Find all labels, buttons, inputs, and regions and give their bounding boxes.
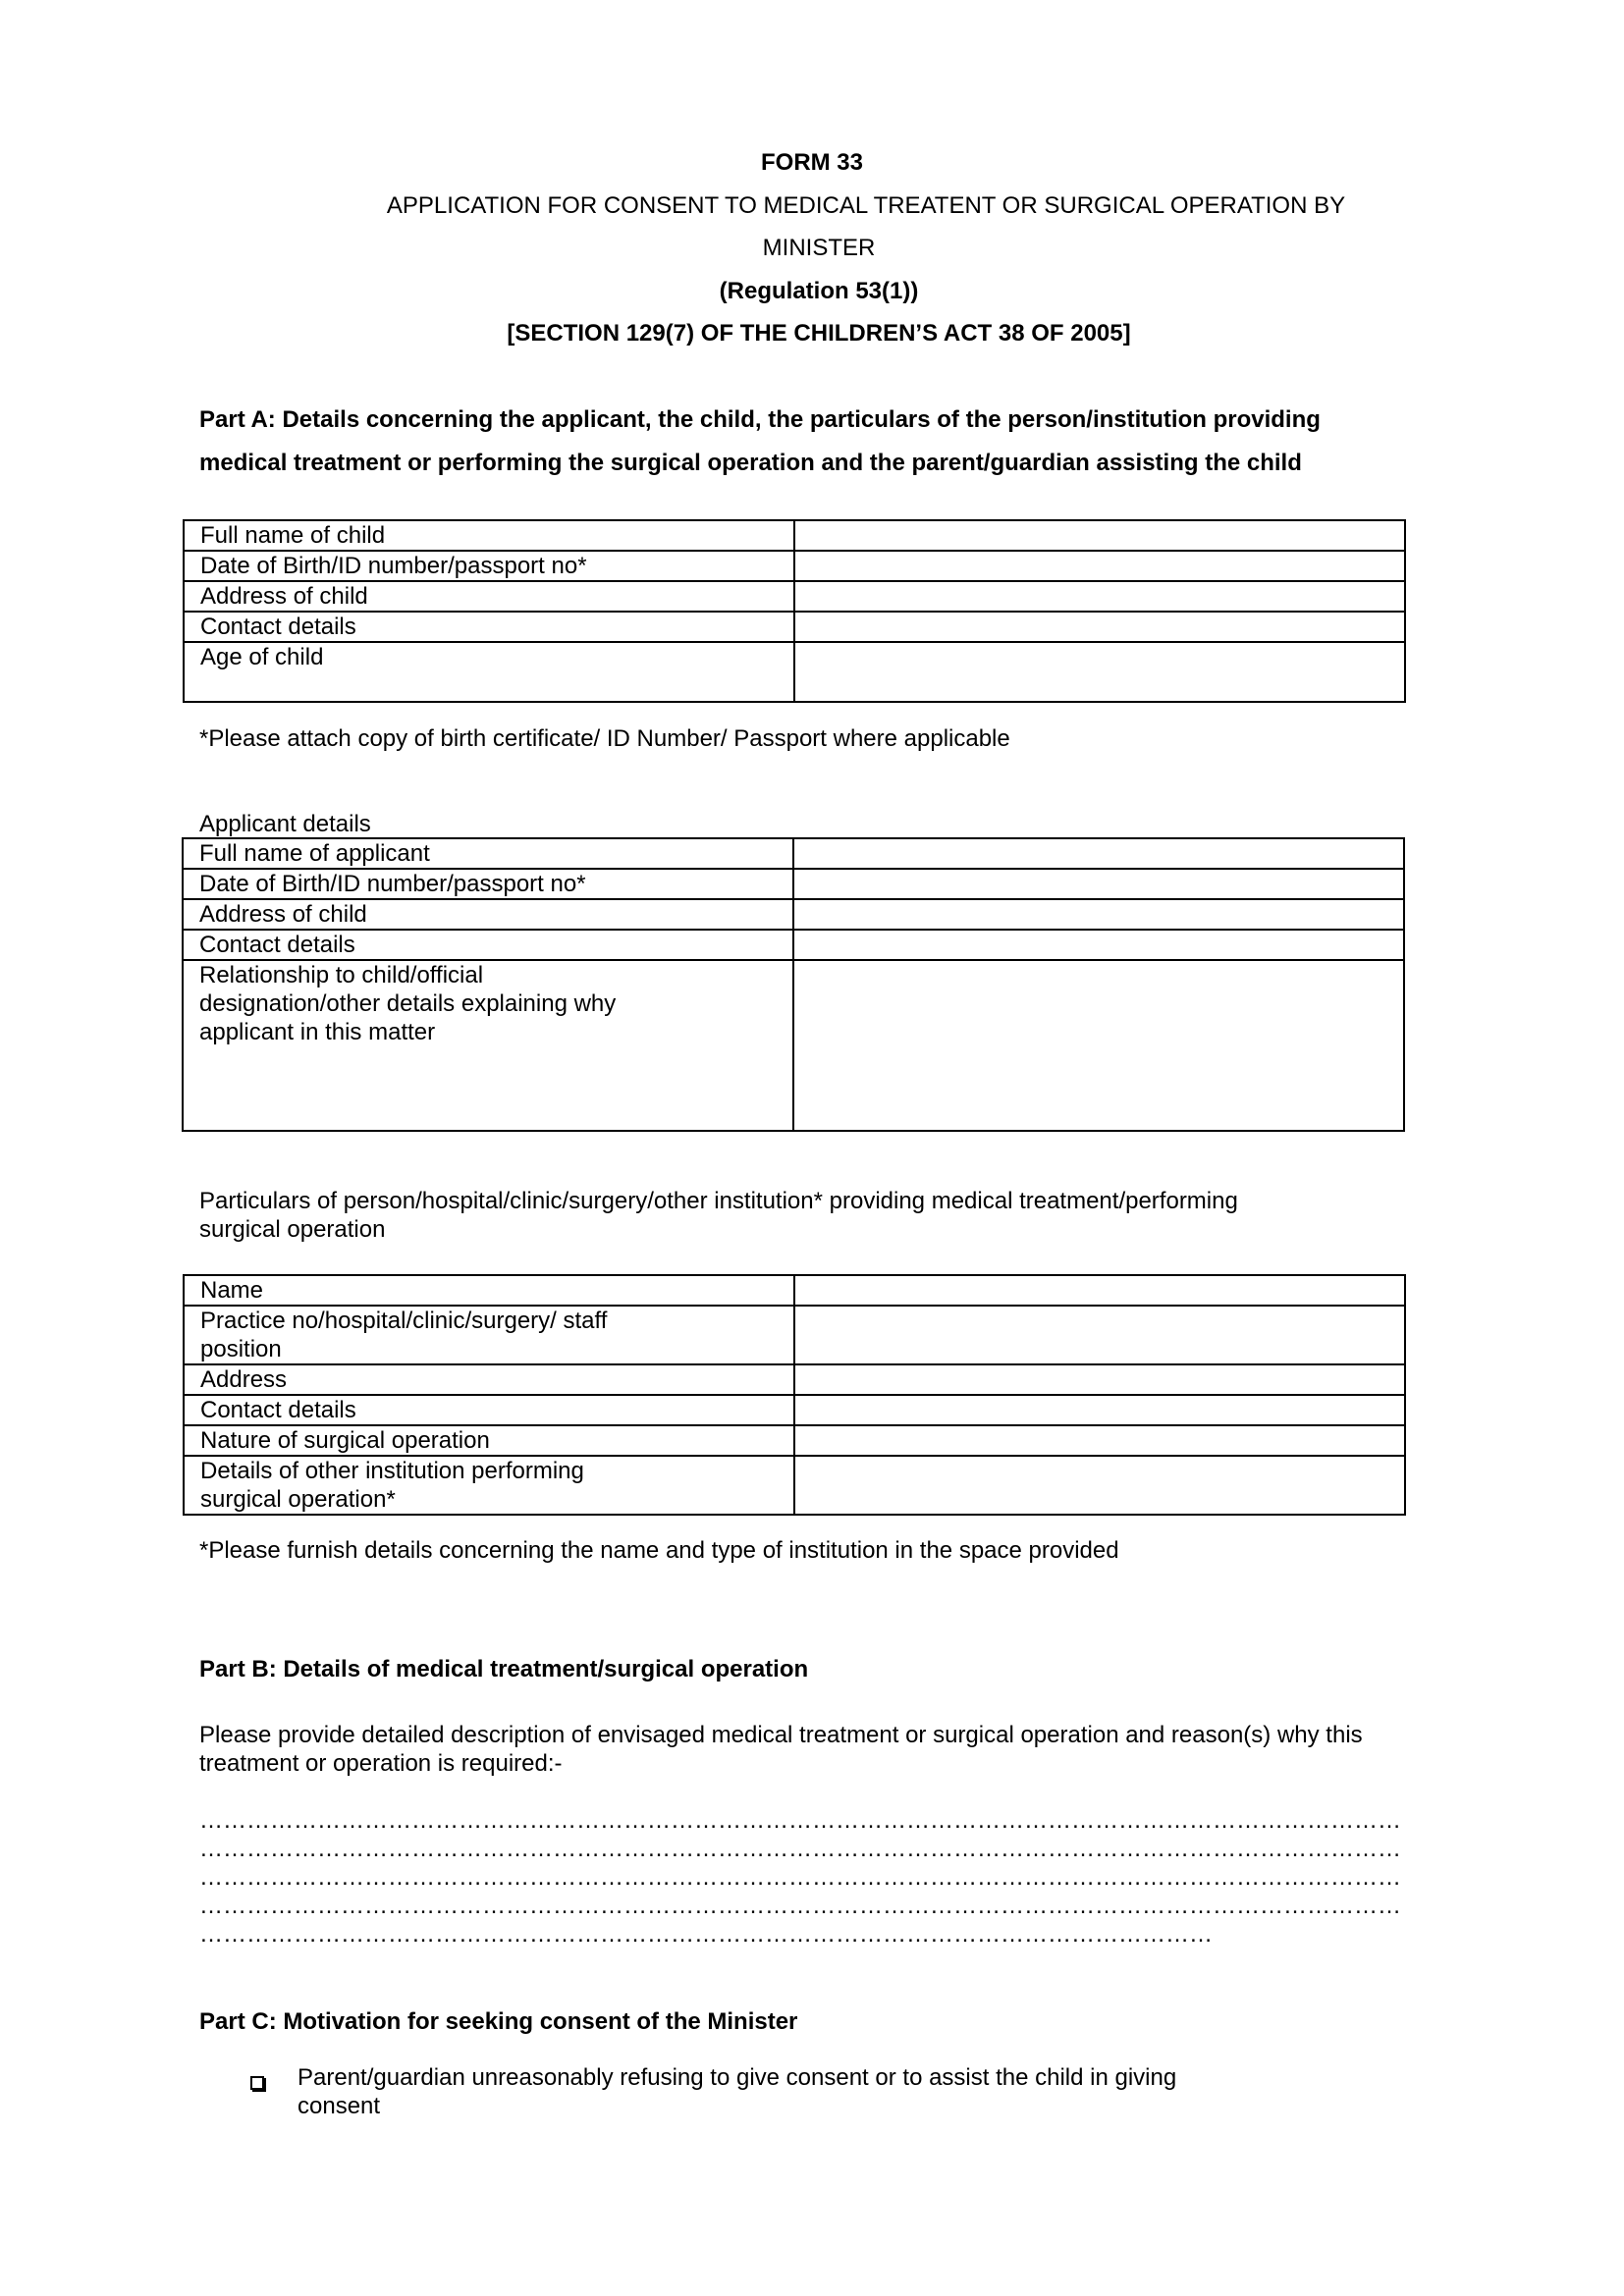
applicant-relationship-label-line1: Relationship to child/official bbox=[199, 962, 484, 988]
part-c-heading: Part C: Motivation for seeking consent of the Minister bbox=[199, 2008, 798, 2035]
table-row bbox=[184, 1425, 1405, 1456]
dotted-answer-line: ……………………………………………………………………………………………………………………………………… bbox=[199, 1807, 1401, 1834]
applicant-details-heading: Applicant details bbox=[199, 811, 371, 837]
part-b-instruction-line1: Please provide detailed description of envisaged medical treatment or surgical operation and reason(s) why this bbox=[199, 1722, 1363, 1748]
table-row bbox=[183, 960, 1404, 1131]
row-label bbox=[183, 838, 793, 869]
row-label bbox=[184, 612, 794, 642]
row-label bbox=[184, 1395, 794, 1425]
child-dob-field[interactable] bbox=[794, 551, 1405, 581]
institution-name-field[interactable] bbox=[794, 1275, 1405, 1306]
other-institution-label-line1: Details of other institution performing bbox=[200, 1458, 584, 1484]
row-label bbox=[184, 520, 794, 551]
surgical-operation-nature-label: Nature of surgical operation bbox=[200, 1427, 490, 1454]
institution-heading-line2: surgical operation bbox=[199, 1216, 386, 1243]
table-row bbox=[184, 642, 1405, 702]
other-institution-field[interactable] bbox=[794, 1456, 1405, 1515]
parent-refusal-option[interactable] bbox=[250, 2069, 264, 2097]
institution-practice-field[interactable] bbox=[794, 1306, 1405, 1364]
parent-refusal-option-label-line2: consent bbox=[298, 2093, 381, 2119]
institution-contact-field[interactable] bbox=[794, 1395, 1405, 1425]
child-address-label: Address of child bbox=[200, 583, 368, 610]
row-label bbox=[184, 551, 794, 581]
row-label bbox=[183, 899, 793, 930]
institution-address-label: Address bbox=[200, 1366, 288, 1393]
child-address-field[interactable] bbox=[794, 581, 1405, 612]
form-title-line2: MINISTER bbox=[762, 235, 876, 261]
child-full-name-label: Full name of child bbox=[200, 522, 386, 549]
row-label bbox=[184, 1275, 794, 1306]
table-row bbox=[183, 838, 1404, 869]
part-b-instruction-line2: treatment or operation is required:- bbox=[199, 1750, 563, 1777]
applicant-address-field[interactable] bbox=[793, 899, 1404, 930]
child-contact-field[interactable] bbox=[794, 612, 1405, 642]
institution-contact-label: Contact details bbox=[200, 1397, 356, 1423]
row-label bbox=[184, 1425, 794, 1456]
dotted-answer-line: ……………………………………………………………………………………………………………………………………… bbox=[199, 1864, 1401, 1891]
child-full-name-field[interactable] bbox=[794, 520, 1405, 551]
part-a-heading-line1: Part A: Details concerning the applicant, the child, the particulars of the person/institution providing bbox=[199, 406, 1321, 433]
applicant-full-name-field[interactable] bbox=[793, 838, 1404, 869]
table-row bbox=[184, 1275, 1405, 1306]
other-institution-label-line2: surgical operation* bbox=[200, 1486, 396, 1513]
description-answer-area[interactable] bbox=[199, 1806, 1446, 1949]
row-label bbox=[183, 869, 793, 899]
applicant-dob-label: Date of Birth/ID number/passport no* bbox=[199, 871, 586, 897]
table-row bbox=[184, 1364, 1405, 1395]
section-reference: [SECTION 129(7) OF THE CHILDREN’S ACT 38 OF 2005] bbox=[507, 320, 1131, 347]
table-row bbox=[184, 551, 1405, 581]
table-row bbox=[184, 581, 1405, 612]
applicant-relationship-label-line2: designation/other details explaining why bbox=[199, 990, 617, 1017]
institution-details-table bbox=[183, 1274, 1406, 1516]
institution-heading-line1: Particulars of person/hospital/clinic/surgery/other institution* providing medical treatment/performing bbox=[199, 1188, 1238, 1214]
institution-note: *Please furnish details concerning the name and type of institution in the space provided bbox=[199, 1537, 1119, 1564]
table-row bbox=[184, 1456, 1405, 1515]
child-contact-label: Contact details bbox=[200, 614, 356, 640]
table-row bbox=[183, 930, 1404, 960]
institution-practice-label-line1: Practice no/hospital/clinic/surgery/ staff bbox=[200, 1308, 608, 1334]
applicant-relationship-label-line3: applicant in this matter bbox=[199, 1019, 436, 1045]
row-label bbox=[184, 581, 794, 612]
child-dob-label: Date of Birth/ID number/passport no* bbox=[200, 553, 587, 579]
form-title-line1: APPLICATION FOR CONSENT TO MEDICAL TREATENT OR SURGICAL OPERATION BY bbox=[386, 192, 1346, 219]
part-a-heading-line2: medical treatment or performing the surgical operation and the parent/guardian assisting the child bbox=[199, 450, 1302, 476]
applicant-relationship-field[interactable] bbox=[793, 960, 1404, 1131]
child-details-table bbox=[183, 519, 1406, 703]
row-label bbox=[183, 960, 793, 1131]
table-row bbox=[183, 869, 1404, 899]
table-row bbox=[184, 520, 1405, 551]
row-label bbox=[184, 642, 794, 702]
table-row bbox=[184, 1395, 1405, 1425]
applicant-dob-field[interactable] bbox=[793, 869, 1404, 899]
applicant-contact-field[interactable] bbox=[793, 930, 1404, 960]
form-number: FORM 33 bbox=[760, 149, 863, 176]
institution-name-label: Name bbox=[200, 1277, 264, 1304]
dotted-answer-line: ………………………………………………………………………………………………………………… bbox=[199, 1921, 1213, 1948]
child-age-label: Age of child bbox=[200, 644, 324, 670]
institution-practice-label-line2: position bbox=[200, 1336, 282, 1362]
table-row bbox=[184, 1306, 1405, 1364]
row-label bbox=[183, 930, 793, 960]
checkbox-icon[interactable] bbox=[250, 2076, 264, 2090]
dotted-answer-line: ……………………………………………………………………………………………………………………………………… bbox=[199, 1893, 1401, 1919]
applicant-details-table bbox=[182, 837, 1405, 1132]
table-row bbox=[184, 612, 1405, 642]
institution-address-field[interactable] bbox=[794, 1364, 1405, 1395]
applicant-contact-label: Contact details bbox=[199, 932, 355, 958]
parent-refusal-option-label-line1: Parent/guardian unreasonably refusing to give consent or to assist the child in giving bbox=[298, 2064, 1177, 2091]
part-b-heading: Part B: Details of medical treatment/surgical operation bbox=[199, 1656, 809, 1682]
row-label bbox=[184, 1364, 794, 1395]
regulation-reference: (Regulation 53(1)) bbox=[719, 278, 919, 304]
dotted-answer-line: ……………………………………………………………………………………………………………………………………… bbox=[199, 1836, 1401, 1862]
table-row bbox=[183, 899, 1404, 930]
row-label bbox=[184, 1306, 794, 1364]
row-label bbox=[184, 1456, 794, 1515]
surgical-operation-nature-field[interactable] bbox=[794, 1425, 1405, 1456]
child-attachment-note: *Please attach copy of birth certificate/ ID Number/ Passport where applicable bbox=[199, 725, 1010, 752]
applicant-address-label: Address of child bbox=[199, 901, 367, 928]
child-age-field[interactable] bbox=[794, 642, 1405, 702]
applicant-full-name-label: Full name of applicant bbox=[199, 840, 430, 867]
